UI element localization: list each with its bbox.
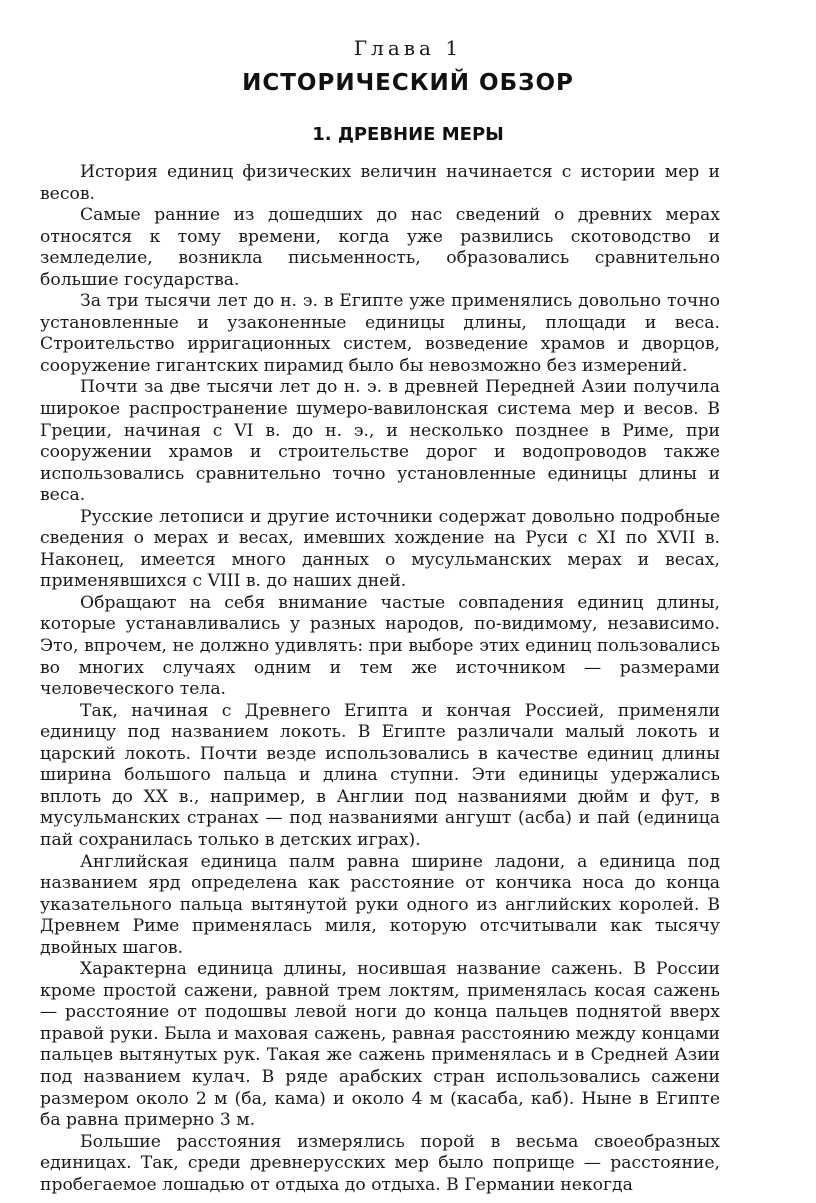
- paragraph: Почти за две тысячи лет до н. э. в древней Передней Азии получила широкое распространение шумеро-вавилонская система мер и весов. В Греции, начиная с VI в. до н. э., и несколько позднее в Риме, при сооружении храмов и строительстве дорог и водопроводов также использовались сравнительно точно установленные единицы длины и веса.: [40, 377, 720, 506]
- paragraph: Самые ранние из дошедших до нас сведений о древних мерах относятся к тому времени, когда уже развились скотоводство и земледелие, возникла письменность, образовались сравнительно большие государства.: [40, 205, 720, 290]
- paragraph: Характерна единица длины, носившая название сажень. В России кроме простой сажени, равной трем локтям, применялась косая сажень — расстояние от подошвы левой ноги до конца пальцев поднятой вверх правой руки. Была и маховая сажень, равная расстоянию между концами пальцев вытянутых рук. Такая же сажень применялась и в Средней Азии под названием кулач. В ряде арабских стран использовались сажени размером около 2 м (ба, кама) и около 4 м (касаба, каб). Ныне в Египте ба равна примерно 3 м.: [40, 959, 720, 1131]
- body-text: [40, 162, 720, 1196]
- paragraph: Обращают на себя внимание частые совпадения единиц длины, которые устанавливались у разных народов, по-видимому, независимо. Это, впрочем, не должно удивлять: при выборе этих единиц пользовались во многих случаях одним и тем же источником — размерами человеческого тела.: [40, 592, 720, 700]
- paragraph: За три тысячи лет до н. э. в Египте уже применялись довольно точно установленные и узаконенные единицы длины, площади и веса. Строительство ирригационных систем, возведение храмов и дворцов, сооружение гигантских пирамид было бы невозможно без измерений.: [40, 291, 720, 376]
- chapter-title: ИСТОРИЧЕСКИЙ ОБЗОР: [242, 70, 574, 96]
- chapter-label: Глава 1: [353, 36, 463, 60]
- paragraph: Большие расстояния измерялись порой в весьма своеобразных единицах. Так, среди древнерусских мер было поприще — расстояние, пробегаемое лошадью от отдыха до отдыха. В Германии некогда: [40, 1131, 720, 1195]
- paragraph: Так, начиная с Древнего Египта и кончая Россией, применяли единицу под названием локоть. В Египте различали малый локоть и царский локоть. Почти везде использовались в качестве единиц длины ширина большого пальца и длина ступни. Эти единицы удержались вплоть до XX в., например, в Англии под названиями дюйм и фут, в мусульманских странах — под названиями ангушт (асба) и пай (единица пай сохранилась только в детских играх).: [40, 700, 720, 850]
- paragraph: История единиц физических величин начинается с истории мер и весов.: [40, 162, 720, 204]
- section-title: 1. ДРЕВНИЕ МЕРЫ: [312, 124, 504, 145]
- paragraph: Русские летописи и другие источники содержат довольно подробные сведения о мерах и весах, имевших хождение на Руси с XI по XVII в. Наконец, имеется много данных о мусульманских мерах и весах, применявшихся с VIII в. до наших дней.: [40, 506, 720, 592]
- paragraph: Английская единица палм равна ширине ладони, а единица под названием ярд определена как расстояние от кончика носа до конца указательного пальца вытянутой руки одного из английских королей. В Древнем Риме применялась миля, которую отсчитывали как тысячу двойных шагов.: [40, 851, 720, 958]
